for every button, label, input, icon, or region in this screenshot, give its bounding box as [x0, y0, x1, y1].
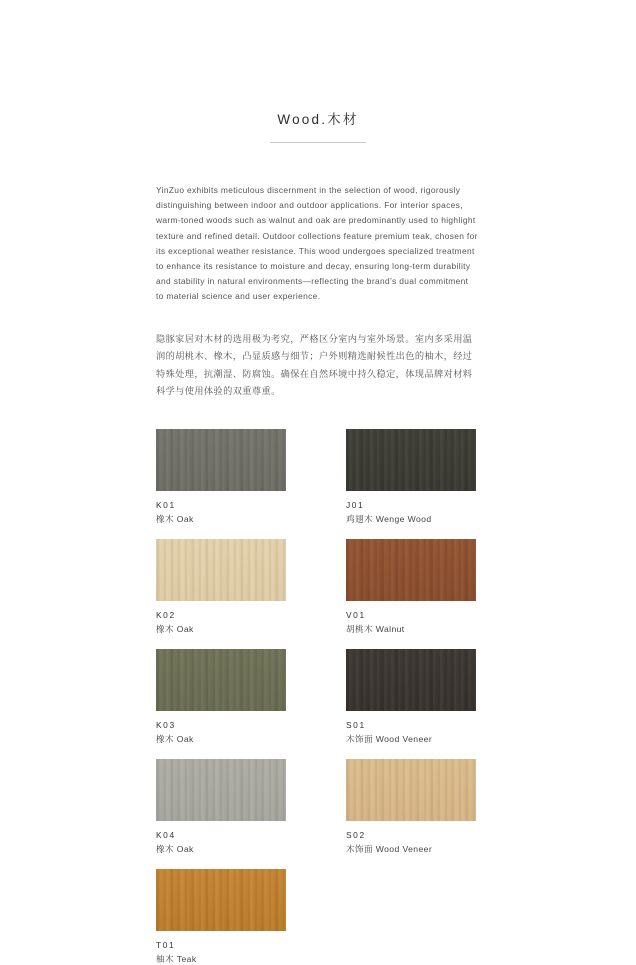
swatch-color-chip[interactable] [346, 759, 476, 821]
swatch-item[interactable] [156, 869, 286, 965]
swatch-color-chip[interactable] [156, 539, 286, 601]
swatch-item[interactable] [156, 649, 286, 745]
swatch-item[interactable] [346, 869, 476, 965]
wood-grain-texture [346, 539, 476, 601]
page-title: Wood.木材 [277, 112, 359, 127]
swatch-code: K03 [156, 719, 176, 730]
swatch-code: J01 [346, 499, 365, 510]
wood-grain-texture [346, 649, 476, 711]
swatch-code: K02 [156, 609, 176, 620]
swatch-color-chip[interactable] [156, 759, 286, 821]
wood-swatch-grid [156, 429, 478, 965]
swatch-code: S02 [346, 829, 366, 840]
page-header [0, 0, 636, 143]
swatch-item[interactable] [156, 429, 286, 525]
swatch-code: T01 [156, 939, 176, 950]
wood-grain-texture [156, 759, 286, 821]
swatch-name: 胡桃木 Walnut [346, 623, 405, 634]
wood-grain-texture [156, 539, 286, 601]
swatch-code: K04 [156, 829, 176, 840]
swatch-color-chip[interactable] [156, 429, 286, 491]
description-english: YinZuo exhibits meticulous discernment in the selection of wood, rigorously distinguishing between indoor and outdoor applications. For interior spaces, warm-toned woods such as walnut and oak are predominantly used to highlight texture and refined detail. Outdoor collections feature premium teak, chosen for its exceptional weather resistance. This wood undergoes specialized treatment to enhance its resistance to moisture and decay, ensuring long-term durability and stability in natural environments—reflecting the brand’s dual commitment to material science and user experience. [156, 185, 478, 302]
wood-grain-texture [156, 649, 286, 711]
wood-grain-texture [346, 429, 476, 491]
swatch-item[interactable] [346, 429, 476, 525]
wood-grain-texture [156, 429, 286, 491]
swatch-code: K01 [156, 499, 176, 510]
wood-grain-texture [346, 759, 476, 821]
swatch-name: 橡木 Oak [156, 623, 194, 634]
swatch-item[interactable] [346, 649, 476, 745]
swatch-name: 橡木 Oak [156, 843, 194, 854]
swatch-color-chip[interactable] [346, 649, 476, 711]
swatch-item[interactable] [346, 539, 476, 635]
swatch-color-chip[interactable] [156, 649, 286, 711]
swatch-code: S01 [346, 719, 366, 730]
swatch-code: V01 [346, 609, 366, 620]
swatch-name: 木饰面 Wood Veneer [346, 733, 433, 744]
title-divider [270, 142, 366, 143]
swatch-color-chip[interactable] [346, 539, 476, 601]
swatch-name: 橡木 Oak [156, 513, 194, 524]
swatch-color-chip[interactable] [346, 429, 476, 491]
swatch-item[interactable] [346, 759, 476, 855]
page-content [0, 183, 636, 965]
swatch-name: 柚木 Teak [156, 953, 197, 964]
swatch-item[interactable] [156, 759, 286, 855]
swatch-item[interactable] [156, 539, 286, 635]
swatch-name: 橡木 Oak [156, 733, 194, 744]
swatch-name: 木饰面 Wood Veneer [346, 843, 433, 854]
description-chinese: 隐豚家居对木材的选用极为考究，严格区分室内与室外场景。室内多采用温润的胡桃木、橡木，凸显质感与细节；户外则精选耐候性出色的柚木，经过特殊处理，抗潮湿、防腐蚀。确保在自然环境中持久稳定，体现品牌对材料科学与使用体验的双重尊重。 [156, 333, 473, 397]
swatch-name: 鸡翅木 Wenge Wood [346, 513, 432, 524]
